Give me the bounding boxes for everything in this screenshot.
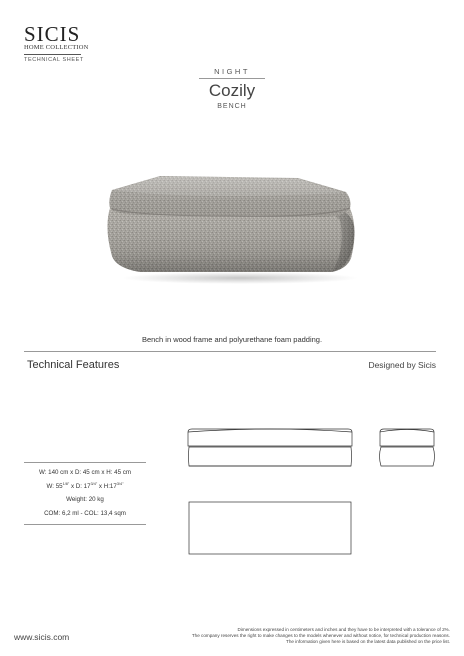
- technical-drawing: [180, 420, 440, 560]
- spec-in-w-frac: 1/8": [62, 482, 70, 487]
- product-category: BENCH: [217, 103, 247, 110]
- bench-photo: [100, 168, 364, 288]
- spec-in-d: x D: 17: [69, 483, 91, 491]
- collection-name: NIGHT: [214, 67, 250, 76]
- spec-dimensions-in: [24, 483, 146, 490]
- side-view-drawing: [380, 429, 435, 466]
- brand-logo: SICIS: [24, 22, 81, 46]
- sheet-label: TECHNICAL SHEET: [24, 57, 84, 63]
- section-title: Technical Features: [27, 359, 120, 371]
- top-view-drawing: [189, 502, 351, 554]
- logo-divider: [24, 54, 81, 55]
- product-name: Cozily: [208, 81, 256, 100]
- designer-credit: Designed by Sicis: [368, 360, 436, 370]
- spec-divider-bottom: [24, 524, 146, 525]
- header-divider: [199, 78, 265, 79]
- product-description: Bench in wood frame and polyurethane foam padding.: [141, 335, 323, 344]
- disclaimer-line-2: The company reserves the right to make changes to the models whenever and without notice, for technical production reasons.: [191, 633, 450, 639]
- spec-weight: Weight: 20 kg: [66, 496, 104, 504]
- spec-in-d-frac: 3/4": [90, 482, 98, 487]
- spec-in-h: x H:17: [97, 483, 117, 491]
- spec-in-w: W: 55: [46, 483, 63, 491]
- disclaimer: [130, 627, 450, 646]
- disclaimer-line-1: Dimensions expressed in centimeters and inches and they have to be interpreted with a tolerance of 2%.: [237, 627, 450, 632]
- front-view-drawing: [188, 429, 352, 466]
- section-divider: [24, 351, 436, 352]
- spec-com: COM: 6,2 ml - COL: 13,4 sqm: [44, 509, 126, 517]
- website-link[interactable]: www.sicis.com: [14, 632, 70, 642]
- disclaimer-line-3: The information given here is based on the latest data published on the price list.: [286, 639, 450, 645]
- spec-divider-top: [24, 462, 146, 463]
- spec-list: [24, 462, 146, 525]
- brand-subtitle: HOME COLLECTION: [24, 44, 89, 51]
- spec-in-h-frac: 3/4": [116, 482, 124, 487]
- spec-dimensions-cm: W: 140 cm x D: 45 cm x H: 45 cm: [38, 469, 132, 476]
